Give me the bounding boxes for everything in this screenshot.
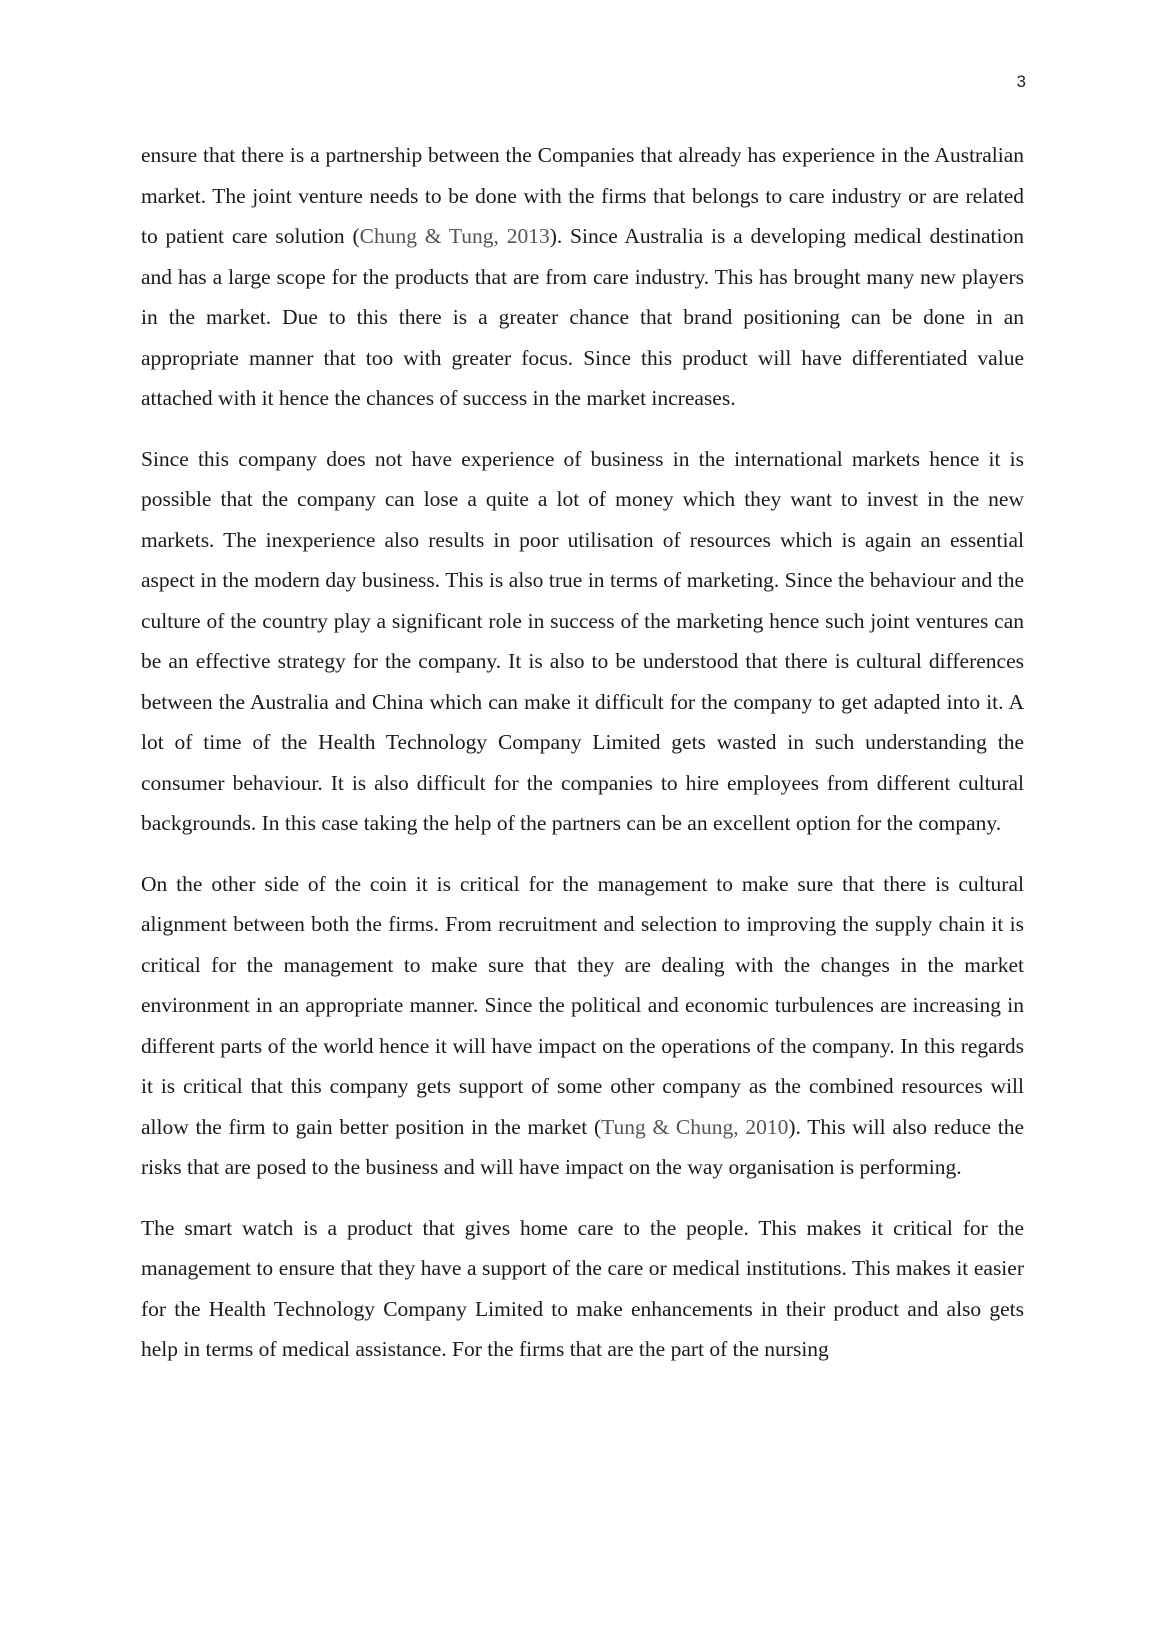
- paragraph-1: [141, 135, 1024, 419]
- page-number: 3: [1016, 72, 1026, 91]
- paragraph-2: [141, 439, 1024, 844]
- citation-chung-tung-2013: Chung & Tung, 2013: [359, 224, 550, 248]
- body-text: [141, 135, 1024, 1390]
- paragraph-1-text-1: ensure that there is a partnership between the Companies that already has experience in the Australian market. The joint venture needs to be done with the firms that belongs to care industry or are related to patient care solution (: [141, 143, 1024, 248]
- paragraph-3-text-1: On the other side of the coin it is critical for the management to make sure that there is cultural alignment between both the firms. From recruitment and selection to improving the supply chain it is critical for the management to make sure that they are dealing with the changes in the market environment in an appropriate manner. Since the political and economic turbulences are increasing in different parts of the world hence it will have impact on the operations of the company. In this regards it is critical that this company gets support of some other company as the combined resources will allow the firm to gain better position in the market (: [141, 871, 1024, 1139]
- paragraph-3: [141, 864, 1024, 1188]
- paragraph-1-text-2: ). Since Australia is a developing medical destination and has a large scope for the products that are from care industry. This has brought many new players in the market. Due to this there is a greater chance that brand positioning can be done in an appropriate manner that too with greater focus. Since this product will have differentiated value attached with it hence the chances of success in the market increases.: [141, 224, 1024, 410]
- citation-tung-chung-2010: Tung & Chung, 2010: [601, 1114, 789, 1139]
- paragraph-4-text-1: The smart watch is a product that gives home care to the people. This makes it critical for the management to ensure that they have a support of the care or medical institutions. This makes it easier for the Health Technology Company Limited to make enhancements in their product and also gets help in terms of medical assistance. For the firms that are the part of the nursing: [141, 1215, 1024, 1361]
- paragraph-3-text-2: ). This will also reduce the risks that are posed to the business and will have impact on the way organisation is performing.: [141, 1114, 1024, 1179]
- paragraph-4: [141, 1208, 1024, 1370]
- paragraph-2-text-1: Since this company does not have experience of business in the international markets hence it is possible that the company can lose a quite a lot of money which they want to invest in the new markets. The inexperience also results in poor utilisation of resources which is again an essential aspect in the modern day business. This is also true in terms of marketing. Since the behaviour and the culture of the country play a significant role in success of the marketing hence such joint ventures can be an effective strategy for the company. It is also to be understood that there is cultural differences between the Australia and China which can make it difficult for the company to get adapted into it. A lot of time of the Health Technology Company Limited gets wasted in such understanding the consumer behaviour. It is also difficult for the companies to hire employees from different cultural backgrounds. In this case taking the help of the partners can be an excellent option for the company.: [141, 446, 1024, 835]
